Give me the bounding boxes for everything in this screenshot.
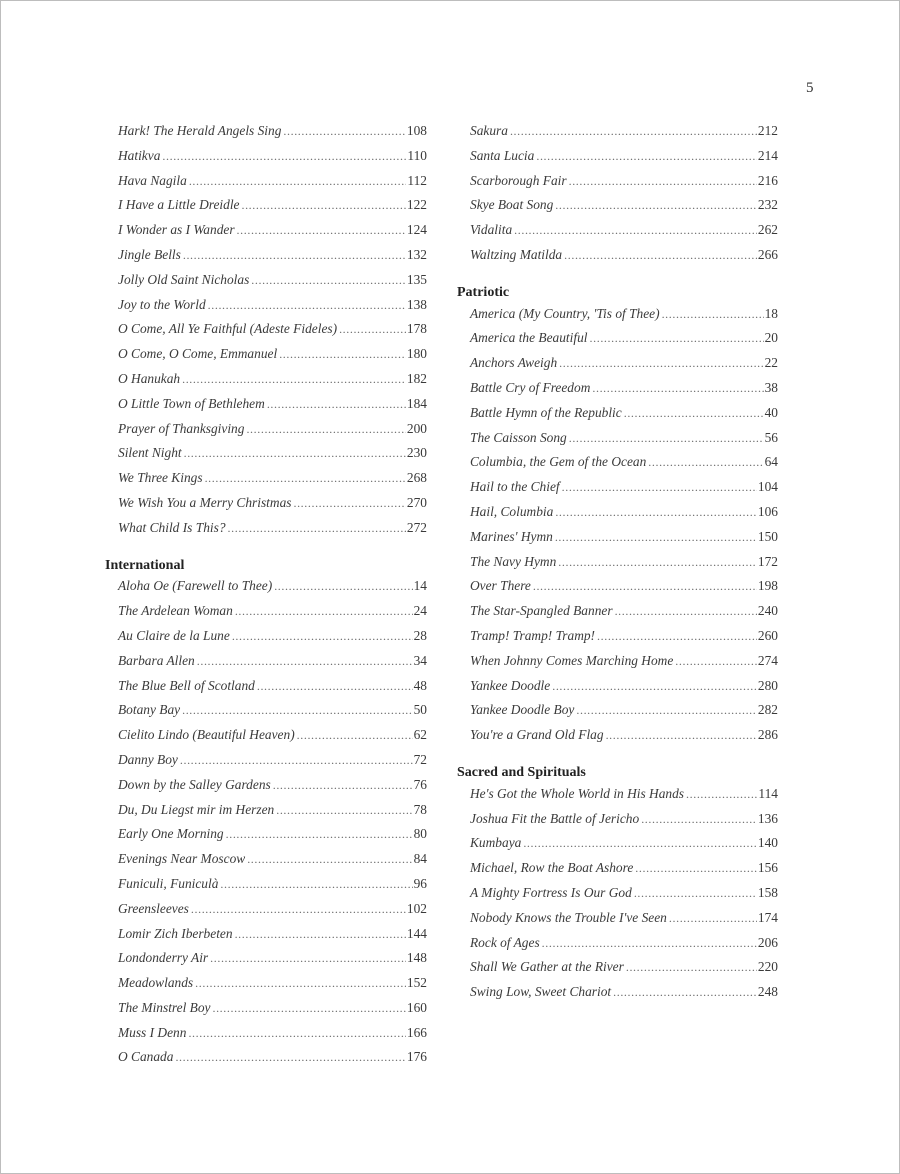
toc-entry-page-number: 72 <box>413 751 427 767</box>
toc-entry-page-number: 124 <box>406 222 427 238</box>
toc-entry-page-number: 56 <box>764 429 778 445</box>
dot-leader <box>562 480 757 495</box>
toc-entry-title: We Three Kings <box>118 470 203 486</box>
toc-entry <box>457 405 778 430</box>
toc-entry <box>457 197 778 222</box>
dot-leader <box>552 679 757 694</box>
toc-entry-title: Marines' Hymn <box>470 528 553 544</box>
dot-leader <box>590 331 764 346</box>
toc-entry-title: Scarborough Fair <box>470 172 567 188</box>
toc-entry <box>457 529 778 554</box>
toc-entry-title: Hark! The Herald Angels Sing <box>118 123 282 138</box>
dot-leader <box>635 861 757 876</box>
dot-leader <box>283 124 406 139</box>
toc-entry-page-number: 176 <box>406 1049 427 1065</box>
toc-entry-title: O Come, O Come, Emmanuel <box>118 346 278 362</box>
toc-entry-title: Jingle Bells <box>118 246 181 262</box>
dot-leader <box>188 1026 405 1041</box>
toc-entry <box>105 777 427 802</box>
toc-entry-page-number: 280 <box>757 677 778 693</box>
toc-entry-title: Swing Low, Sweet Chariot <box>470 984 612 1000</box>
dot-leader <box>569 431 764 446</box>
dot-leader <box>279 347 406 362</box>
toc-entry-page-number: 106 <box>757 503 778 519</box>
toc-entry-title: Prayer of Thanksgiving <box>118 420 245 436</box>
toc-entry-page-number: 28 <box>413 627 427 643</box>
toc-entry <box>105 396 427 421</box>
toc-entry-page-number: 64 <box>764 454 778 470</box>
dot-leader <box>597 629 757 644</box>
toc-entry <box>457 148 778 173</box>
dot-leader <box>184 446 406 461</box>
dot-leader <box>592 381 763 396</box>
toc-entry-title: O Canada <box>118 1049 174 1065</box>
dot-leader <box>558 555 757 570</box>
dot-leader <box>533 579 757 594</box>
dot-leader <box>183 248 406 263</box>
toc-entry <box>105 148 427 173</box>
dot-leader <box>606 728 757 743</box>
dot-leader <box>182 703 413 718</box>
toc-entry-title: Columbia, the Gem of the Ocean <box>470 454 647 470</box>
toc-entry-title: Danny Boy <box>118 751 178 767</box>
toc-entry <box>457 702 778 727</box>
dot-leader <box>205 471 406 486</box>
dot-leader <box>212 1001 405 1016</box>
toc-column-right <box>457 123 778 1009</box>
toc-entry-page-number: 248 <box>757 984 778 1000</box>
toc-entry <box>457 173 778 198</box>
toc-entry-page-number: 34 <box>413 652 427 668</box>
toc-entry <box>457 860 778 885</box>
toc-entry-page-number: 135 <box>406 271 427 287</box>
toc-entry-page-number: 160 <box>406 999 427 1015</box>
dot-leader <box>555 198 757 213</box>
toc-entry-title: The Navy Hymn <box>470 553 557 569</box>
toc-entry-page-number: 260 <box>757 627 778 643</box>
toc-entry <box>105 445 427 470</box>
toc-entry-page-number: 270 <box>406 494 427 510</box>
toc-entry <box>457 222 778 247</box>
toc-entry-page-number: 38 <box>764 379 778 395</box>
toc-entry-page-number: 220 <box>757 959 778 975</box>
toc-entry <box>105 272 427 297</box>
toc-entry-page-number: 48 <box>413 677 427 693</box>
dot-leader <box>293 496 405 511</box>
toc-entry <box>457 984 778 1009</box>
dot-leader <box>669 911 757 926</box>
toc-entry-title: You're a Grand Old Flag <box>470 727 604 743</box>
toc-entry <box>457 959 778 984</box>
toc-list-patriotic <box>457 306 778 752</box>
toc-entry-page-number: 138 <box>406 296 427 312</box>
toc-entry-page-number: 172 <box>757 553 778 569</box>
toc-entry <box>105 578 427 603</box>
toc-entry-title: Santa Lucia <box>470 147 535 163</box>
toc-entry-page-number: 212 <box>757 123 778 138</box>
toc-entry-page-number: 216 <box>757 172 778 188</box>
toc-entry-title: Battle Cry of Freedom <box>470 379 591 395</box>
toc-entry-page-number: 40 <box>764 404 778 420</box>
toc-entry-title: Cielito Lindo (Beautiful Heaven) <box>118 727 295 743</box>
toc-entry <box>105 950 427 975</box>
dot-leader <box>180 753 413 768</box>
dot-leader <box>195 976 406 991</box>
toc-entry-title: Down by the Salley Gardens <box>118 776 271 792</box>
toc-entry-title: Waltzing Matilda <box>470 246 563 262</box>
toc-entry <box>457 835 778 860</box>
toc-entry-title: Muss I Denn <box>118 1024 187 1040</box>
toc-entry-page-number: 178 <box>406 321 427 337</box>
toc-entry-page-number: 182 <box>406 370 427 386</box>
toc-entry-title: I Wonder as I Wander <box>118 222 235 238</box>
toc-entry-page-number: 22 <box>764 355 778 371</box>
toc-entry-page-number: 18 <box>764 305 778 321</box>
toc-entry-title: America (My Country, 'Tis of Thee) <box>470 305 660 321</box>
toc-entry <box>457 430 778 455</box>
toc-list-sacred <box>457 786 778 1009</box>
toc-entry-title: Au Claire de la Lune <box>118 627 230 643</box>
dot-leader <box>542 936 757 951</box>
toc-column-left <box>105 123 427 1074</box>
section-heading-international: International <box>105 557 185 573</box>
dot-leader <box>555 530 757 545</box>
toc-entry <box>105 371 427 396</box>
toc-entry-page-number: 198 <box>757 578 778 594</box>
toc-entry-title: Hava Nagila <box>118 172 187 188</box>
toc-entry-title: He's Got the Whole World in His Hands <box>470 785 685 801</box>
toc-entry <box>457 454 778 479</box>
toc-entry-title: Early One Morning <box>118 826 224 842</box>
toc-entry-page-number: 140 <box>757 835 778 851</box>
dot-leader <box>226 827 413 842</box>
toc-entry-page-number: 184 <box>406 395 427 411</box>
toc-entry-title: When Johnny Comes Marching Home <box>470 652 674 668</box>
toc-entry-page-number: 206 <box>757 934 778 950</box>
toc-list-international <box>105 578 427 1074</box>
toc-entry <box>105 297 427 322</box>
toc-entry <box>105 321 427 346</box>
dot-leader <box>536 149 757 164</box>
dot-leader <box>523 836 757 851</box>
dot-leader <box>232 629 413 644</box>
toc-entry-title: Tramp! Tramp! Tramp! <box>470 627 596 643</box>
toc-list-international-cont <box>457 123 778 272</box>
toc-entry <box>457 306 778 331</box>
toc-entry-title: A Mighty Fortress Is Our God <box>470 884 632 900</box>
toc-entry-title: Du, Du Liegst mir im Herzen <box>118 801 275 817</box>
toc-entry <box>105 222 427 247</box>
dot-leader <box>648 455 763 470</box>
toc-entry-title: Anchors Aweigh <box>470 355 558 371</box>
toc-entry-page-number: 230 <box>406 445 427 461</box>
toc-entry-title: O Come, All Ye Faithful (Adeste Fideles) <box>118 321 338 337</box>
toc-entry-page-number: 200 <box>406 420 427 436</box>
toc-entry-page-number: 266 <box>757 246 778 262</box>
toc-entry-page-number: 96 <box>413 875 427 891</box>
dot-leader <box>228 521 406 536</box>
toc-entry <box>457 727 778 752</box>
dot-leader <box>615 604 757 619</box>
toc-entry <box>105 123 427 148</box>
toc-entry <box>105 851 427 876</box>
toc-entry-page-number: 80 <box>413 826 427 842</box>
toc-entry-page-number: 174 <box>757 909 778 925</box>
toc-entry-title: Hail to the Chief <box>470 479 560 495</box>
toc-entry <box>105 926 427 951</box>
toc-entry-page-number: 240 <box>757 603 778 619</box>
toc-entry <box>105 876 427 901</box>
toc-list-holiday <box>105 123 427 545</box>
toc-entry-page-number: 268 <box>406 470 427 486</box>
dot-leader <box>267 397 406 412</box>
dot-leader <box>555 505 757 520</box>
toc-entry-title: Shall We Gather at the River <box>470 959 624 975</box>
dot-leader <box>208 298 406 313</box>
toc-entry-title: The Ardelean Woman <box>118 603 233 619</box>
dot-leader <box>182 372 406 387</box>
toc-entry-page-number: 50 <box>413 702 427 718</box>
toc-entry-title: Lomir Zich Iberbeten <box>118 925 233 941</box>
dot-leader <box>251 273 406 288</box>
dot-leader <box>189 174 407 189</box>
toc-entry-title: Londonderry Air <box>118 950 209 966</box>
toc-entry-page-number: 274 <box>757 652 778 668</box>
dot-leader <box>297 728 413 743</box>
toc-entry-page-number: 158 <box>757 884 778 900</box>
dot-leader <box>237 223 406 238</box>
toc-entry <box>457 653 778 678</box>
toc-entry-title: I Have a Little Dreidle <box>118 197 240 213</box>
dot-leader <box>220 877 412 892</box>
toc-entry-title: Hatikva <box>118 147 161 163</box>
dot-leader <box>510 124 757 139</box>
toc-entry-title: We Wish You a Merry Christmas <box>118 494 292 510</box>
toc-entry-page-number: 122 <box>406 197 427 213</box>
toc-entry-page-number: 282 <box>757 702 778 718</box>
toc-entry <box>457 380 778 405</box>
toc-entry-page-number: 152 <box>406 975 427 991</box>
toc-entry <box>457 678 778 703</box>
toc-entry-title: Vidalita <box>470 222 513 238</box>
toc-entry <box>105 1049 427 1074</box>
toc-entry-title: The Caisson Song <box>470 429 567 445</box>
toc-entry-title: Greensleeves <box>118 900 189 916</box>
toc-entry <box>105 421 427 446</box>
toc-entry <box>105 975 427 1000</box>
toc-entry-title: Michael, Row the Boat Ashore <box>470 860 634 876</box>
toc-entry <box>105 752 427 777</box>
toc-entry-title: Nobody Knows the Trouble I've Seen <box>470 909 667 925</box>
toc-entry-title: What Child Is This? <box>118 519 226 535</box>
toc-entry-page-number: 20 <box>764 330 778 346</box>
toc-entry-page-number: 84 <box>413 851 427 867</box>
toc-entry-page-number: 136 <box>757 810 778 826</box>
toc-entry <box>457 123 778 148</box>
toc-entry-page-number: 272 <box>406 519 427 535</box>
toc-entry-title: Aloha Oe (Farewell to Thee) <box>118 578 273 594</box>
dot-leader <box>210 951 406 966</box>
toc-entry <box>457 786 778 811</box>
section-heading-sacred: Sacred and Spirituals <box>457 765 586 781</box>
toc-entry <box>105 247 427 272</box>
toc-entry-page-number: 144 <box>406 925 427 941</box>
toc-entry <box>457 578 778 603</box>
toc-entry-title: Joy to the World <box>118 296 206 312</box>
toc-entry-page-number: 108 <box>406 123 427 138</box>
toc-entry <box>457 504 778 529</box>
dot-leader <box>175 1050 405 1065</box>
toc-entry <box>105 678 427 703</box>
toc-entry-title: Rock of Ages <box>470 934 540 950</box>
section-heading-patriotic: Patriotic <box>457 285 510 301</box>
toc-entry-title: The Blue Bell of Scotland <box>118 677 255 693</box>
toc-entry-page-number: 112 <box>407 172 427 188</box>
toc-entry <box>457 330 778 355</box>
toc-entry-title: Skye Boat Song <box>470 197 554 213</box>
toc-entry <box>105 802 427 827</box>
toc-entry-page-number: 166 <box>406 1024 427 1040</box>
toc-entry <box>105 495 427 520</box>
toc-entry-page-number: 110 <box>407 147 427 163</box>
toc-entry-title: Battle Hymn of the Republic <box>470 404 622 420</box>
toc-entry <box>105 901 427 926</box>
toc-entry-title: Over There <box>470 578 531 594</box>
toc-entry-title: Silent Night <box>118 445 182 461</box>
toc-entry <box>105 173 427 198</box>
dot-leader <box>197 654 413 669</box>
dot-leader <box>241 198 405 213</box>
dot-leader <box>613 985 757 1000</box>
dot-leader <box>641 812 757 827</box>
toc-entry <box>457 910 778 935</box>
dot-leader <box>662 307 764 322</box>
dot-leader <box>339 322 406 337</box>
toc-entry-title: America the Beautiful <box>470 330 588 346</box>
toc-entry <box>105 197 427 222</box>
toc-entry-page-number: 24 <box>413 603 427 619</box>
toc-entry <box>457 247 778 272</box>
toc-entry <box>105 653 427 678</box>
toc-entry-title: Jolly Old Saint Nicholas <box>118 271 250 287</box>
toc-entry <box>457 935 778 960</box>
toc-entry-page-number: 262 <box>757 222 778 238</box>
toc-entry-title: Funiculi, Funiculà <box>118 875 219 891</box>
toc-entry <box>105 1025 427 1050</box>
dot-leader <box>257 679 413 694</box>
toc-entry-page-number: 104 <box>757 479 778 495</box>
toc-entry <box>105 702 427 727</box>
dot-leader <box>273 778 413 793</box>
dot-leader <box>576 703 757 718</box>
toc-entry <box>105 346 427 371</box>
toc-entry <box>457 811 778 836</box>
toc-entry <box>457 479 778 504</box>
dot-leader <box>246 422 405 437</box>
toc-entry <box>105 727 427 752</box>
toc-entry-title: Barbara Allen <box>118 652 195 668</box>
toc-entry <box>457 603 778 628</box>
toc-entry <box>457 355 778 380</box>
toc-entry-page-number: 232 <box>757 197 778 213</box>
toc-entry-page-number: 180 <box>406 346 427 362</box>
toc-entry-title: Hail, Columbia <box>470 503 554 519</box>
dot-leader <box>559 356 763 371</box>
toc-entry-title: Evenings Near Moscow <box>118 851 246 867</box>
toc-entry-page-number: 76 <box>413 776 427 792</box>
dot-leader <box>235 927 406 942</box>
dot-leader <box>624 406 764 421</box>
toc-entry-page-number: 114 <box>758 785 778 801</box>
toc-entry-page-number: 62 <box>413 727 427 743</box>
dot-leader <box>162 149 406 164</box>
dot-leader <box>569 174 757 189</box>
dot-leader <box>564 248 757 263</box>
toc-entry-title: O Hanukah <box>118 370 181 386</box>
toc-entry-page-number: 78 <box>413 801 427 817</box>
toc-entry <box>105 603 427 628</box>
toc-entry <box>105 826 427 851</box>
toc-entry <box>457 554 778 579</box>
toc-entry-page-number: 148 <box>406 950 427 966</box>
toc-entry-page-number: 286 <box>757 727 778 743</box>
toc-entry-page-number: 132 <box>406 246 427 262</box>
toc-entry-title: Yankee Doodle <box>470 677 551 693</box>
toc-entry-page-number: 150 <box>757 528 778 544</box>
dot-leader <box>276 803 412 818</box>
toc-entry <box>105 520 427 545</box>
toc-entry-title: Yankee Doodle Boy <box>470 702 575 718</box>
toc-entry-page-number: 102 <box>406 900 427 916</box>
toc-entry <box>105 470 427 495</box>
toc-entry-title: Sakura <box>470 123 508 138</box>
dot-leader <box>274 579 412 594</box>
dot-leader <box>686 787 757 802</box>
toc-entry-title: The Star-Spangled Banner <box>470 603 613 619</box>
dot-leader <box>191 902 406 917</box>
dot-leader <box>675 654 757 669</box>
toc-entry-title: Meadowlands <box>118 975 194 991</box>
toc-entry-title: Botany Bay <box>118 702 181 718</box>
toc-entry <box>457 628 778 653</box>
toc-entry-page-number: 156 <box>757 860 778 876</box>
toc-entry-page-number: 214 <box>757 147 778 163</box>
toc-entry <box>457 885 778 910</box>
dot-leader <box>514 223 757 238</box>
toc-entry-title: Joshua Fit the Battle of Jericho <box>470 810 640 826</box>
dot-leader <box>235 604 413 619</box>
toc-entry-page-number: 14 <box>413 578 427 594</box>
toc-entry-title: O Little Town of Bethlehem <box>118 395 265 411</box>
dot-leader <box>626 960 757 975</box>
dot-leader <box>247 852 412 867</box>
toc-entry-title: Kumbaya <box>470 835 522 851</box>
page-number: 5 <box>806 80 814 96</box>
toc-entry <box>105 1000 427 1025</box>
dot-leader <box>634 886 757 901</box>
toc-entry-title: The Minstrel Boy <box>118 999 211 1015</box>
toc-entry <box>105 628 427 653</box>
